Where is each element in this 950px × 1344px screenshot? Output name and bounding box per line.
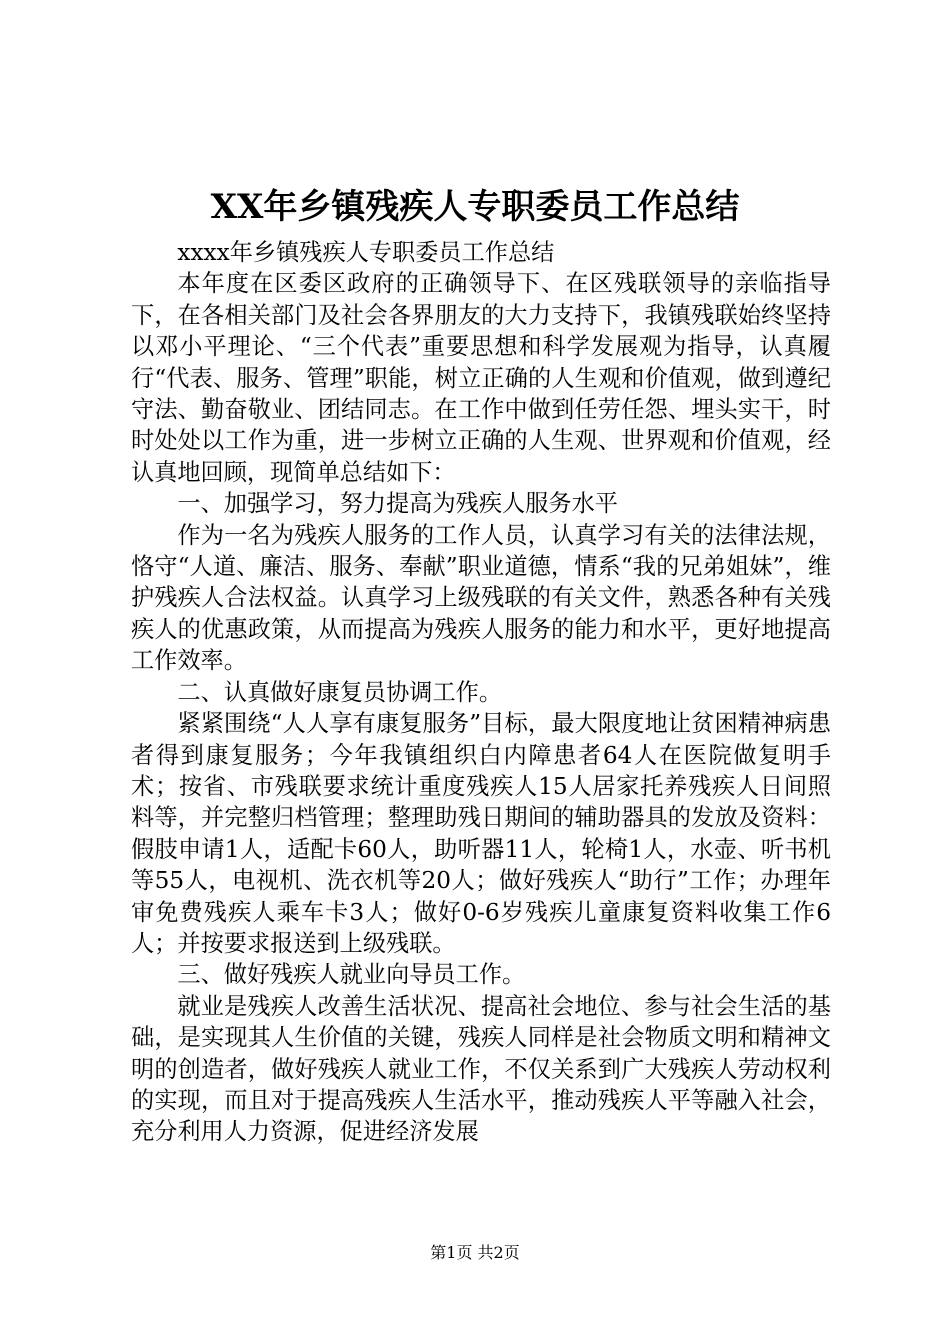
document-title: XX年乡镇残疾人专职委员工作总结 [210,187,740,227]
section-heading-3: 三、做好残疾人就业向导员工作。 [177,961,526,989]
document-body [131,237,831,1148]
page-number-footer: 第1页 共2页 [430,1243,520,1262]
paragraph-section-1: 作为一名为残疾人服务的工作人员，认真学习有关的法律法规，恪守“人道、廉洁、服务、奉献”职业道德，情系“我的兄弟姐妹”，维护残疾人合法权益。认真学习上级残联的有关文件，熟悉各种有关残疾人的优惠政策，从而提高为残疾人服务的能力和水平，更好地提高工作效率。 [131,521,831,675]
paragraph-section-2: 紧紧围绕“人人享有康复服务”目标，最大限度地让贫困精神病患者得到康复服务；今年我镇组织白内障患者64人在医院做复明手术；按省、市残联要求统计重度残疾人15人居家托养残疾人日间照料等，并完整归档管理；整理助残日期间的辅助器具的发放及资料：假肢申请1人，适配卡60人，助听器11人，轮椅1人，水壶、听书机等55人，电视机、洗衣机等20人；做好残疾人“助行”工作；办理年审免费残疾人乘车卡3人；做好0-6岁残疾儿童康复资料收集工作6人；并按要求报送到上级残联。 [131,710,831,957]
paragraph-intro: 本年度在区委区政府的正确领导下、在区残联领导的亲临指导下，在各相关部门及社会各界朋友的大力支持下，我镇残联始终坚持以邓小平理论、“三个代表”重要思想和科学发展观为指导，认真履行“代表、服务、管理”职能，树立正确的人生观和价值观，做到遵纪守法、勤奋敬业、团结同志。在工作中做到任劳任怨、埋头实干，时时处处以工作为重，进一步树立正确的人生观、世界观和价值观，经认真地回顾，现简单总结如下： [131,270,831,486]
paragraph-subtitle: xxxx年乡镇残疾人专职委员工作总结 [177,239,555,266]
section-heading-2: 二、认真做好康复员协调工作。 [177,678,503,706]
section-heading-1: 一、加强学习，努力提高为残疾人服务水平 [177,490,618,518]
paragraph-section-3: 就业是残疾人改善生活状况、提高社会地位、参与社会生活的基础，是实现其人生价值的关键，残疾人同样是社会物质文明和精神文明的创造者，做好残疾人就业工作，不仅关系到广大残疾人劳动权利的实现，而且对于提高残疾人生活水平，推动残疾人平等融入社会，充分利用人力资源，促进经济发展 [131,992,831,1146]
